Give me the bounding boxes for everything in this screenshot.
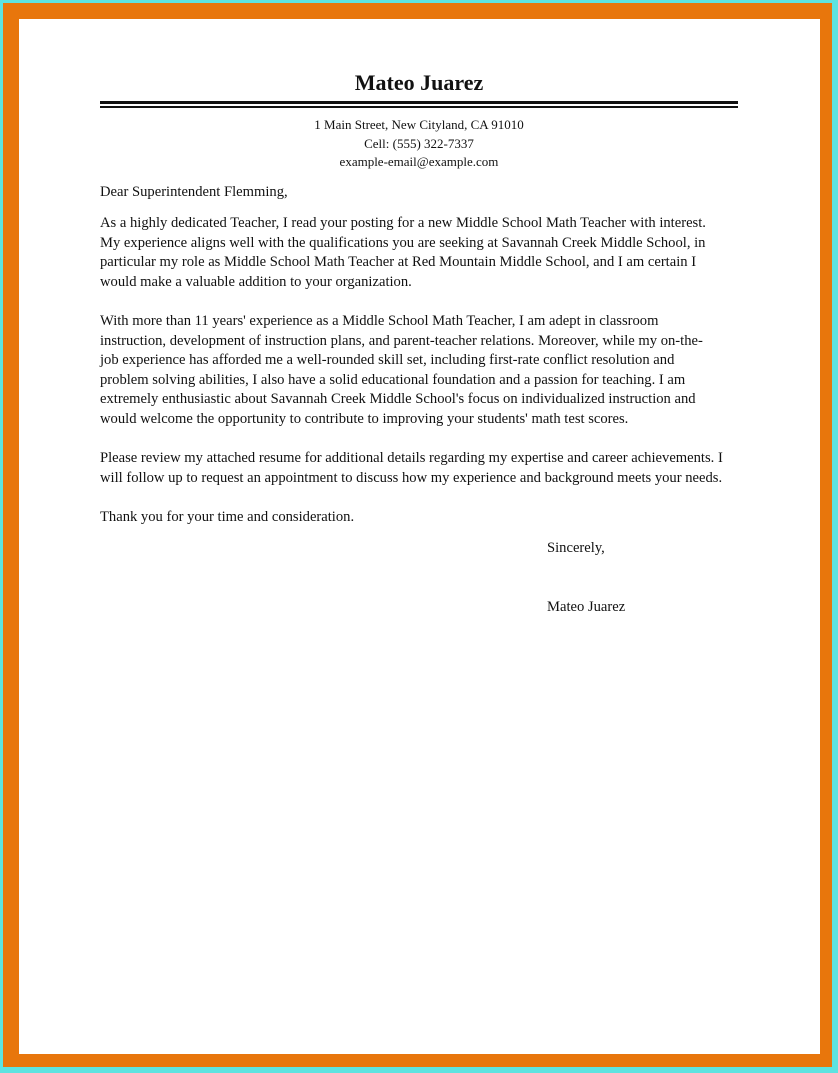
sender-address: 1 Main Street, New Cityland, CA 91010 [314,117,524,132]
letter-page [19,19,820,1054]
signature: Mateo Juarez [547,599,626,615]
sender-name: Mateo Juarez [354,70,484,95]
paragraph-line: particular my role as Middle School Math Teacher at Red Mountain Middle School, and I am certain I [100,254,697,271]
closing: Sincerely, [547,540,605,556]
paragraph-line: problem solving abilities, I also have a solid educational foundation and a passion for teaching. I am [100,371,686,388]
paragraph-line: My experience aligns well with the qualifications you are seeking at Savannah Creek Middle School, in [100,234,706,251]
paragraph-line: As a highly dedicated Teacher, I read your posting for a new Middle School Math Teacher with interest. [100,215,706,231]
paragraph-line: Please review my attached resume for additional details regarding my expertise and career achievements. I [100,450,723,466]
paragraph-line: Thank you for your time and consideration. [100,509,355,525]
salutation: Dear Superintendent Flemming, [100,184,288,200]
paragraph-line: extremely enthusiastic about Savannah Creek Middle School's focus on individualized instruction and [100,391,696,408]
paragraph-line: would welcome the opportunity to contribute to improving your students' math test scores. [100,411,629,427]
paragraph-line: will follow up to request an appointment to discuss how my experience and background meets your needs. [100,469,723,486]
sender-phone: Cell: (555) 322-7337 [364,136,474,151]
paragraph-line: job experience has afforded me a well-rounded skill set, including first-rate conflict resolution and [100,352,675,369]
paragraph-line: would make a valuable addition to your organization. [100,273,412,290]
header-rule-thin [100,106,738,108]
paragraph-line: instruction, development of instruction plans, and parent-teacher relations. Moreover, while my on-the- [100,332,703,349]
header-rule-thick [100,101,738,104]
paragraph-line: With more than 11 years' experience as a Middle School Math Teacher, I am adept in classroom [100,313,659,329]
sender-email: example-email@example.com [339,154,499,169]
